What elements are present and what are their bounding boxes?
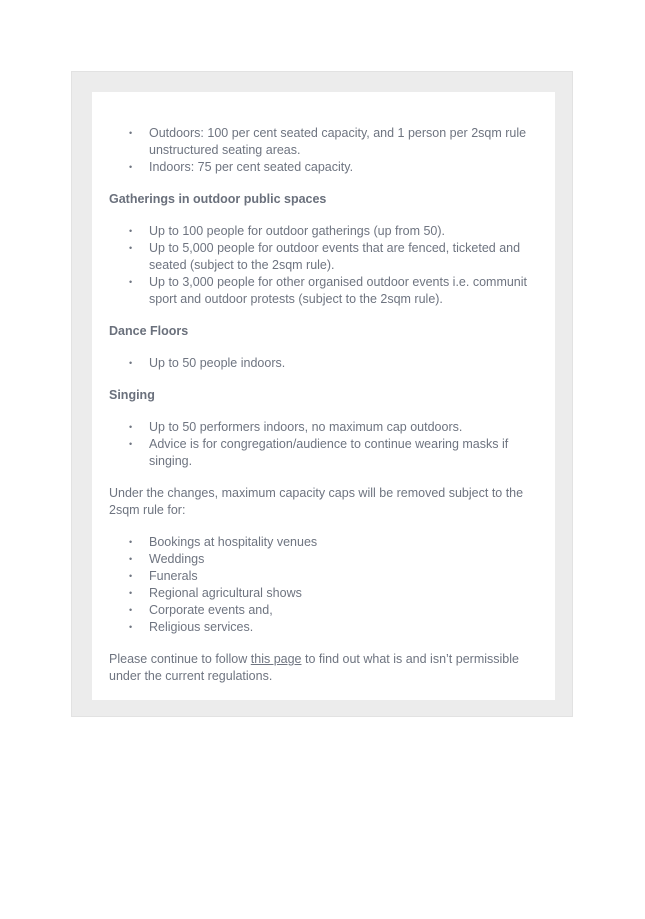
list-item-text: Regional agricultural shows	[149, 586, 302, 600]
section-heading-dance-floors: Dance Floors	[109, 324, 189, 338]
changes-paragraph	[109, 485, 555, 519]
list-item	[129, 602, 555, 619]
bullet-icon: •	[129, 439, 133, 449]
paragraph-line: 2sqm rule for:	[109, 503, 186, 517]
list-item-line: Indoors: 75 per cent seated capacity.	[149, 160, 354, 174]
bullet-icon: •	[129, 226, 133, 236]
list-item-text: Weddings	[149, 552, 205, 566]
list-item	[129, 568, 555, 585]
singing-bullet-list	[109, 419, 555, 470]
list-item-line: Outdoors: 100 per cent seated capacity, and 1 person per 2sqm rule	[149, 126, 527, 140]
list-item-line: sport and outdoor protests (subject to the 2sqm rule).	[149, 292, 443, 306]
bullet-icon: •	[129, 358, 133, 368]
list-item-line: Up to 100 people for outdoor gatherings (up from 50).	[149, 224, 446, 238]
this-page-link[interactable]: this page	[250, 652, 302, 666]
closing-text-line2: under the current regulations.	[109, 669, 273, 683]
list-item	[129, 274, 555, 308]
list-item-text: Funerals	[149, 569, 198, 583]
bullet-icon: •	[129, 537, 133, 547]
list-item	[129, 585, 555, 602]
closing-text-end: to find out what is and isn’t permissible	[301, 652, 519, 666]
bullet-icon: •	[129, 243, 133, 253]
closing-text-start: Please continue to follow	[109, 652, 251, 666]
list-item	[129, 355, 555, 372]
list-item	[129, 551, 555, 568]
list-item	[129, 159, 555, 176]
page-frame	[71, 71, 573, 717]
list-item	[129, 436, 555, 470]
list-item-line: Advice is for congregation/audience to continue wearing masks if	[149, 437, 509, 451]
list-item-line: Up to 5,000 people for outdoor events that are fenced, ticketed and	[149, 241, 521, 255]
list-item-line: Up to 3,000 people for other organised outdoor events i.e. communit	[149, 275, 528, 289]
dance-bullet-list	[109, 355, 555, 372]
list-item	[129, 419, 555, 436]
list-item	[129, 223, 555, 240]
list-item	[129, 125, 555, 159]
list-item-text: Bookings at hospitality venues	[149, 535, 318, 549]
list-item-line: Up to 50 performers indoors, no maximum cap outdoors.	[149, 420, 463, 434]
bullet-icon: •	[129, 277, 133, 287]
bullet-icon: •	[129, 622, 133, 632]
list-item-line: singing.	[149, 454, 193, 468]
closing-paragraph	[109, 651, 555, 685]
bullet-icon: •	[129, 554, 133, 564]
bullet-icon: •	[129, 605, 133, 615]
list-item-line: unstructured seating areas.	[149, 143, 301, 157]
list-item	[129, 619, 555, 636]
bullet-icon: •	[129, 162, 133, 172]
bullet-icon: •	[129, 588, 133, 598]
list-item-text: Corporate events and,	[149, 603, 273, 617]
bullet-icon: •	[129, 128, 133, 138]
top-bullet-list	[109, 125, 555, 176]
list-item	[129, 240, 555, 274]
outdoor-bullet-list	[109, 223, 555, 308]
bullet-icon: •	[129, 422, 133, 432]
bullet-icon: •	[129, 571, 133, 581]
document-page	[92, 92, 555, 700]
list-item	[129, 534, 555, 551]
section-heading-outdoor: Gatherings in outdoor public spaces	[109, 192, 327, 206]
list-item-line: Up to 50 people indoors.	[149, 356, 286, 370]
document-body	[109, 125, 555, 685]
list-item-text: Religious services.	[149, 620, 254, 634]
paragraph-line: Under the changes, maximum capacity caps will be removed subject to the	[109, 486, 524, 500]
section-heading-singing: Singing	[109, 388, 155, 402]
changes-bullet-list	[109, 534, 555, 636]
list-item-line: seated (subject to the 2sqm rule).	[149, 258, 335, 272]
